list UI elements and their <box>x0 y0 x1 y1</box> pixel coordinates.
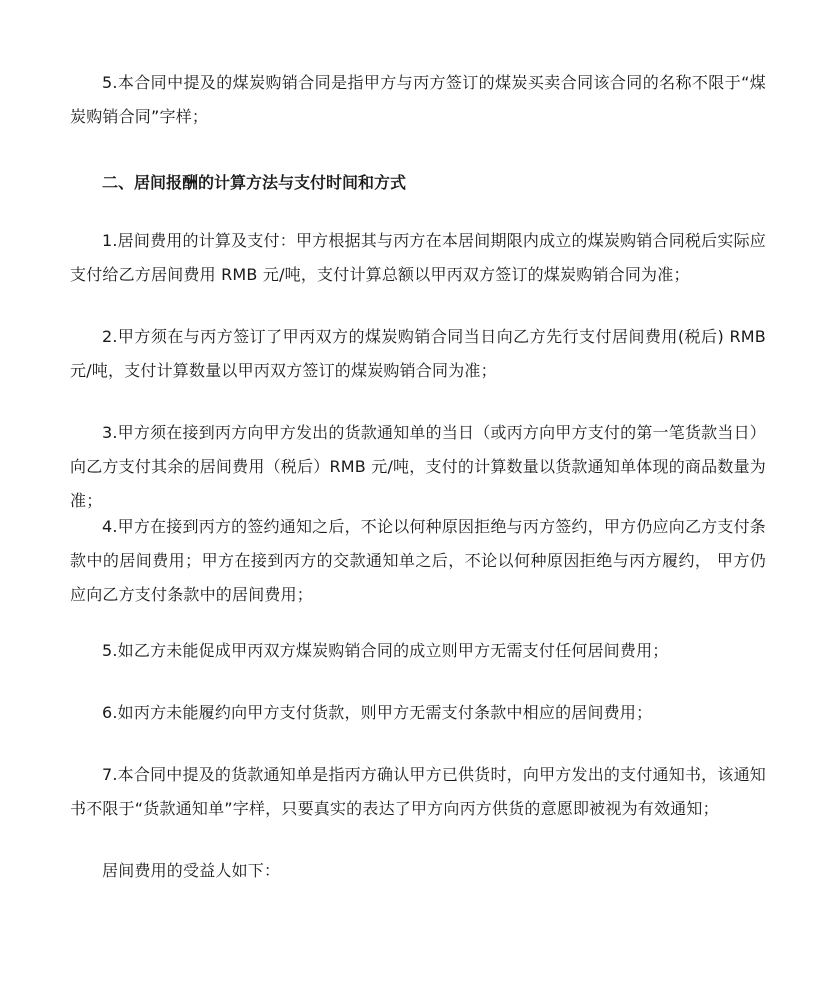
clause-3-remaining-payment: 3.甲方须在接到丙方向甲方发出的货款通知单的当日（或丙方向甲方支付的第一笔货款当日）向乙方支付其余的居间费用（税后）RMB 元/吨，支付的计算数量以货款通知单体现的商品数量为准； <box>70 423 766 510</box>
beneficiary-intro: 居间费用的受益人如下： <box>102 861 281 880</box>
clause-7-payment-notice-definition: 7.本合同中提及的货款通知单是指丙方确认甲方已供货时，向甲方发出的支付通知书，该通知书不限于“货款通知单”字样，只要真实的表达了甲方向丙方供货的意愿即被视为有效通知； <box>70 765 766 818</box>
clause-1-fee-calculation: 1.居间费用的计算及支付：甲方根据其与丙方在本居间期限内成立的煤炭购销合同税后实际应支付给乙方居间费用 RMB 元/吨，支付计算总额以甲丙双方签订的煤炭购销合同为准； <box>70 231 766 284</box>
section-heading-commission: 二、居间报酬的计算方法与支付时间和方式 <box>102 173 407 192</box>
clause-4-refusal-obligation: 4.甲方在接到丙方的签约通知之后，不论以何种原因拒绝与丙方签约，甲方仍应向乙方支付条款中的居间费用；甲方在接到丙方的交款通知单之后，不论以何种原因拒绝与丙方履约， 甲方仍应向乙方支付条款中的居间费用； <box>70 517 766 604</box>
clause-2-advance-payment: 2.甲方须在与丙方签订了甲丙双方的煤炭购销合同当日向乙方先行支付居间费用(税后) RMB 元/吨，支付计算数量以甲丙双方签订的煤炭购销合同为准； <box>70 327 766 380</box>
clause-5-coal-contract-definition: 5.本合同中提及的煤炭购销合同是指甲方与丙方签订的煤炭买卖合同该合同的名称不限于“煤炭购销合同”字样； <box>70 73 766 126</box>
clause-6-no-payment-no-fee: 6.如丙方未能履约向甲方支付货款，则甲方无需支付条款中相应的居间费用； <box>102 703 653 722</box>
clause-5-no-contract-no-fee: 5.如乙方未能促成甲丙双方煤炭购销合同的成立则甲方无需支付任何居间费用； <box>102 641 669 660</box>
